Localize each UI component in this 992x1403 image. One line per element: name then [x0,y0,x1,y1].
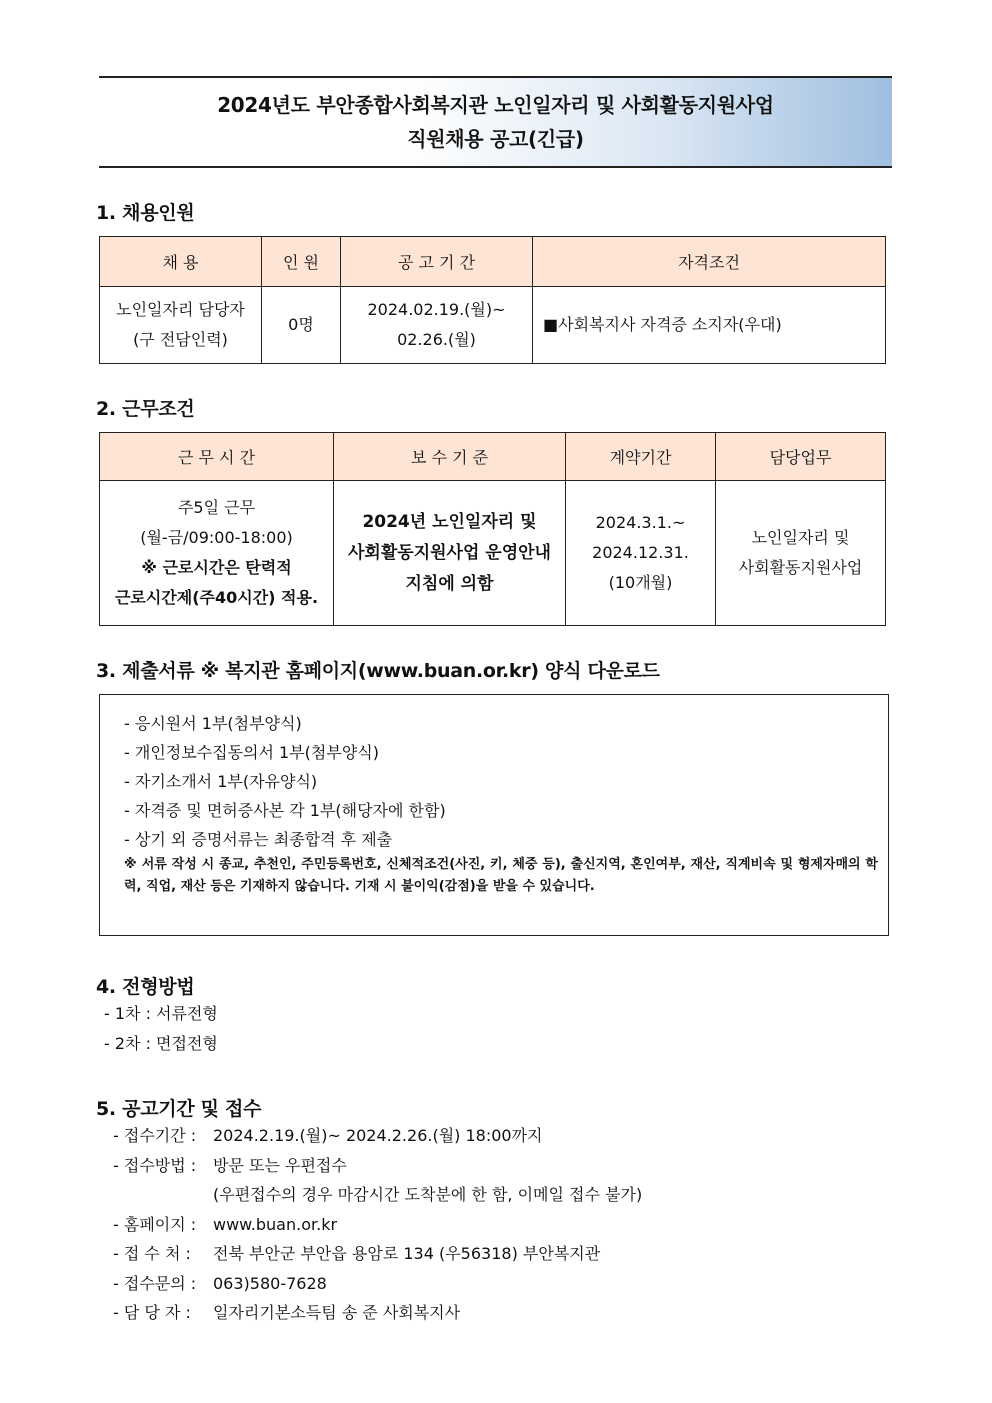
list-item: - 접수기간 : 2024.2.19.(월)~ 2024.2.26.(월) 18:00까지 [113,1126,543,1145]
list-item: - 접수문의 : 063)580-7628 [113,1273,327,1293]
section1-heading: 1. 채용인원 [96,202,195,224]
table-header-row [100,237,886,287]
header-pay: 보 수 기 준 [334,433,566,481]
qualification-cell: ■사회복지사 자격증 소지자(우대) [533,287,886,364]
count-cell: 0명 [262,287,341,364]
section5-heading: 5. 공고기간 및 접수 [96,1098,262,1120]
list-item: - 담 당 자 : 일자리기본소득팀 송 준 사회복지사 [113,1303,461,1322]
list-item: - 홈페이지 : www.buan.or.kr [113,1214,338,1234]
title-line1: 2024년도 부안종합사회복지관 노인일자리 및 사회활동지원사업 [217,93,774,117]
section4-heading: 4. 전형방법 [96,976,195,998]
list-item: - 2차 : 면접전형 [104,1033,218,1053]
work-conditions-table [99,432,886,626]
list-item: - 응시원서 1부(첨부양식) [124,714,302,733]
title-banner [99,76,892,168]
title-line2: 직원채용 공고(긴급) [407,127,584,151]
pay-cell: 2024년 노인일자리 및 사회활동지원사업 운영안내 지침에 의함 [334,481,566,626]
list-item: - 상기 외 증명서류는 최종합격 후 제출 [124,830,393,849]
list-item: - 1차 : 서류전형 [104,1004,218,1023]
section3-heading: 3. 제출서류 ※ 복지관 홈페이지(www.buan.or.kr) 양식 다운로드 [96,660,660,682]
recruit-table [99,236,886,364]
list-item: - 접 수 처 : 전북 부안군 부안읍 용암로 134 (우56318) 부안복지관 [113,1244,601,1263]
list-item: - 자격증 및 면허증사본 각 1부(해당자에 한함) [124,801,446,820]
application-info-list [113,1121,642,1328]
header-period: 공 고 기 간 [341,237,533,287]
selection-list [104,999,218,1058]
header-count: 인 원 [262,237,341,287]
table-header-row [100,433,886,481]
documents-box [99,694,889,936]
list-item: (우편접수의 경우 마감시간 도착분에 한 함, 이메일 접수 불가) [213,1185,643,1204]
header-duty: 담당업무 [716,433,886,481]
hours-cell: 주5일 근무 (월-금/09:00-18:00) ※ 근로시간은 탄력적 근로시간제(주40시간) 적용. [100,481,334,626]
position-cell: 노인일자리 담당자 (구 전담인력) [100,287,262,364]
table-row [100,287,886,364]
header-position: 채 용 [100,237,262,287]
list-item: - 개인정보수집동의서 1부(첨부양식) [124,743,379,762]
table-row [100,481,886,626]
period-cell: 2024.02.19.(월)~ 02.26.(월) [341,287,533,364]
header-hours: 근 무 시 간 [100,433,334,481]
list-item: - 자기소개서 1부(자유양식) [124,772,318,791]
contract-cell: 2024.3.1.~ 2024.12.31. (10개월) [566,481,716,626]
header-qualification: 자격조건 [533,237,886,287]
section2-heading: 2. 근무조건 [96,398,195,420]
notice-text: ※ 서류 작성 시 종교, 추천인, 주민등록번호, 신체적조건(사진, 키, 체중 등), 출신지역, 혼인여부, 재산, 직계비속 및 형제자매의 학력, 직업, 재산 등은 기재하지 않습니다. 기재 시 불이익(감점)을 받을 수 있습니다. [124,857,878,894]
list-item: - 접수방법 : 방문 또는 우편접수 [113,1155,347,1175]
duty-cell: 노인일자리 및 사회활동지원사업 [716,481,886,626]
header-contract: 계약기간 [566,433,716,481]
